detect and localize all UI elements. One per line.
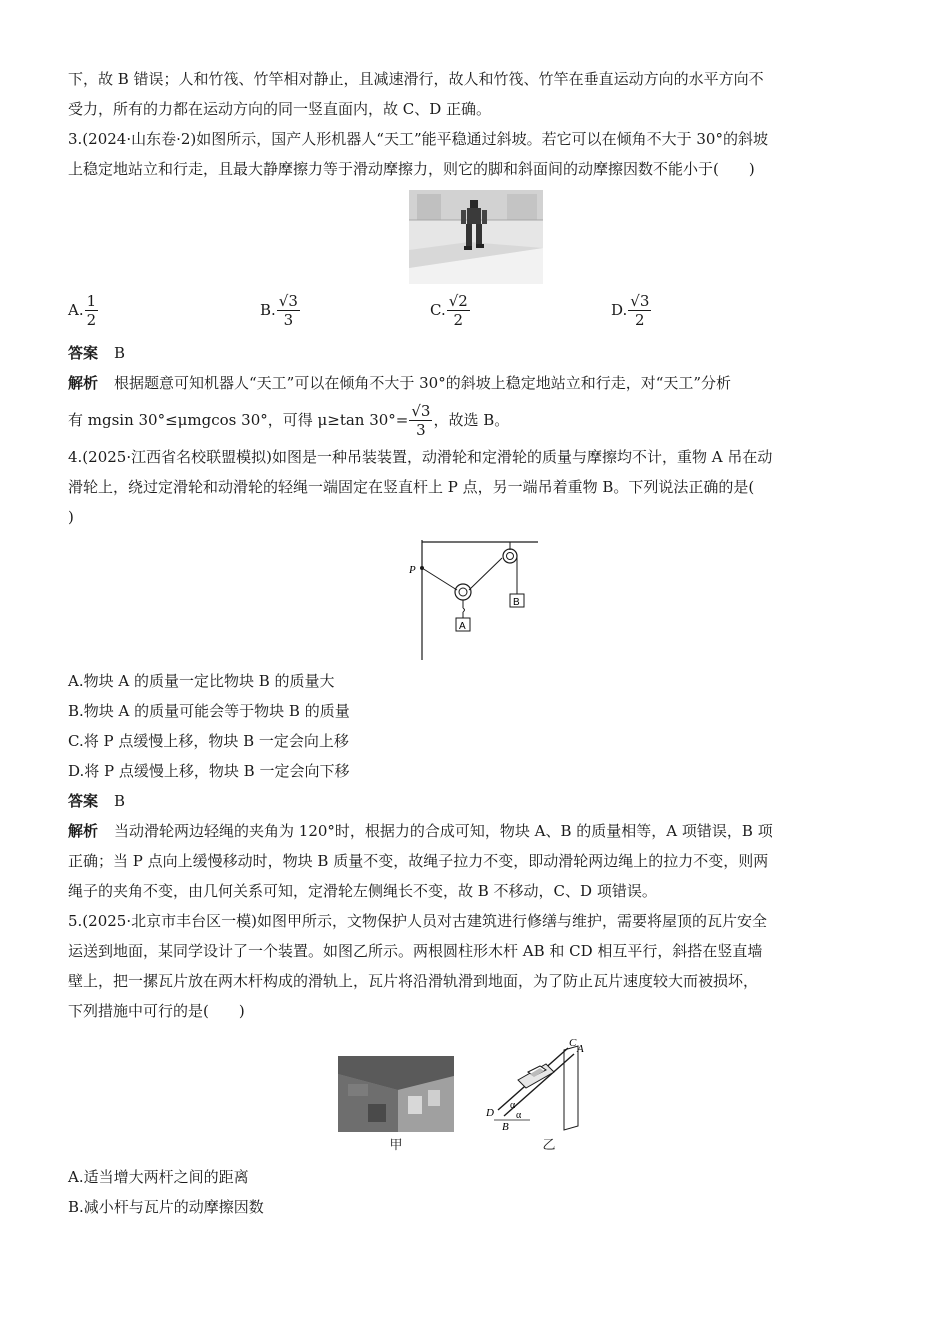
q3-figure xyxy=(68,190,884,284)
answer-label: 答案 xyxy=(68,344,99,362)
q3-option-a[interactable]: A. $\frac{1}{2}$ xyxy=(68,291,97,329)
answer-value: B xyxy=(114,344,126,362)
rail-diagram xyxy=(484,1036,614,1132)
fraction: $\frac{1}{2}$ xyxy=(86,291,97,329)
q4-analysis-line-2: 正确；当 P 点向上缓慢移动时，物块 B 质量不变，故绳子拉力不变，即动滑轮两边绳上的拉力不变，则两 xyxy=(68,852,769,870)
q3-options xyxy=(68,284,884,336)
analysis-label: 解析 xyxy=(68,374,99,392)
q5-figures xyxy=(68,1036,884,1156)
svg-text:α: α xyxy=(516,1110,522,1121)
svg-text:α: α xyxy=(510,1100,516,1111)
q5-stem-line-4: 下列措施中可行的是( ) xyxy=(68,1002,245,1020)
page-content xyxy=(68,64,884,1222)
q4-stem-line-3: ) xyxy=(68,508,74,526)
q5-stem-line-1: 5.(2025·北京市丰台区一模)如图甲所示，文物保护人员对古建筑进行修缮与维护，需要将屋顶的瓦片安全 xyxy=(68,912,767,930)
q4-analysis-line-3: 绳子的夹角不变，由几何关系可知，定滑轮左侧绳长不变，故 B 不移动，C、D 项错误。 xyxy=(68,882,657,900)
q3-option-c[interactable]: C. $\frac{√2}{2}$ xyxy=(430,291,468,329)
q3-answer xyxy=(68,338,884,368)
q4-option-d[interactable]: D.将 P 点缓慢上移，物块 B 一定会向下移 xyxy=(68,762,350,780)
q5-option-a[interactable]: A.适当增大两杆之间的距离 xyxy=(68,1168,249,1186)
fraction: $\frac{√3}{3}$ xyxy=(411,401,431,439)
pulley-diagram xyxy=(406,536,546,662)
svg-text:D: D xyxy=(486,1107,494,1119)
fraction: $\frac{√3}{3}$ xyxy=(278,291,298,329)
q5-stem-line-3: 壁上，把一摞瓦片放在两木杆构成的滑轨上，瓦片将沿滑轨滑到地面，为了防止瓦片速度较大而被损坏， xyxy=(68,972,759,990)
fraction: $\frac{√3}{2}$ xyxy=(630,291,650,329)
q4-option-a[interactable]: A.物块 A 的质量一定比物块 B 的质量大 xyxy=(68,672,335,690)
figure-b-caption: 乙 xyxy=(542,1138,556,1153)
q5-option-b[interactable]: B.减小杆与瓦片的动摩擦因数 xyxy=(68,1198,264,1216)
q4-stem-line-2: 滑轮上，绕过定滑轮和动滑轮的轻绳一端固定在竖直杆上 P 点，另一端吊着重物 B。下列说法正确的是( xyxy=(68,478,755,496)
q3-option-b[interactable]: B. $\frac{√3}{3}$ xyxy=(260,291,298,329)
prev-analysis-line-2: 受力，所有的力都在运动方向的同一竖直面内，故 C、D 正确。 xyxy=(68,100,492,118)
q3-analysis-line-2: 有 mgsin 30°≤μmgcos 30°，可得 μ≥tan 30°= $\frac{√3}{3}$ ，故选 B。 xyxy=(68,401,510,439)
fixed-pulley-icon xyxy=(503,549,517,563)
q3-stem-line-1: 3.(2024·山东卷·2)如图所示，国产人形机器人“天工”能平稳通过斜坡。若它可以在倾角不大于 30°的斜坡 xyxy=(68,130,768,148)
q3-option-d[interactable]: D. $\frac{√3}{2}$ xyxy=(611,291,650,329)
answer-label: 答案 xyxy=(68,792,99,810)
q3-stem-line-2: 上稳定地站立和行走，且最大静摩擦力等于滑动摩擦力，则它的脚和斜面间的动摩擦因数不能小于( ) xyxy=(68,160,755,178)
figure-b xyxy=(484,1036,614,1156)
rooftop-photo xyxy=(338,1056,454,1132)
q4-answer xyxy=(68,786,884,816)
prev-analysis-line-1: 下，故 B 错误；人和竹筏、竹竿相对静止，且减速滑行，故人和竹筏、竹竿在垂直运动方向的水平方向不 xyxy=(68,70,764,88)
q3-analysis-line-1: 解析 根据题意可知机器人“天工”可以在倾角不大于 30°的斜坡上稳定地站立和行走，对“天工”分析 xyxy=(68,374,732,392)
svg-text:B: B xyxy=(502,1121,509,1132)
movable-pulley-icon xyxy=(455,584,471,600)
q4-option-b[interactable]: B.物块 A 的质量可能会等于物块 B 的质量 xyxy=(68,702,350,720)
q4-figure xyxy=(68,536,884,662)
q4-stem-line-1: 4.(2025·江西省名校联盟模拟)如图是一种吊装装置，动滑轮和定滑轮的质量与摩擦均不计，重物 A 吊在动 xyxy=(68,448,773,466)
q5-stem-line-2: 运送到地面，某同学设计了一个装置。如图乙所示。两根圆柱形木杆 AB 和 CD 相互平行，斜搭在竖直墙 xyxy=(68,942,763,960)
q4-analysis-line-1: 解析 当动滑轮两边轻绳的夹角为 120°时，根据力的合成可知，物块 A、B 的质量相等，A 项错误，B 项 xyxy=(68,822,773,840)
robot-photo xyxy=(409,190,543,284)
label-p: P xyxy=(409,564,416,576)
svg-text:C: C xyxy=(569,1037,577,1049)
analysis-label: 解析 xyxy=(68,822,99,840)
fraction: $\frac{√2}{2}$ xyxy=(448,291,468,329)
svg-text:A: A xyxy=(577,1043,584,1055)
svg-text:A: A xyxy=(459,621,466,632)
q4-option-c[interactable]: C.将 P 点缓慢上移，物块 B 一定会向上移 xyxy=(68,732,349,750)
figure-a-caption: 甲 xyxy=(389,1138,403,1153)
answer-value: B xyxy=(114,792,126,810)
svg-text:B: B xyxy=(513,597,520,608)
figure-a xyxy=(338,1056,454,1156)
